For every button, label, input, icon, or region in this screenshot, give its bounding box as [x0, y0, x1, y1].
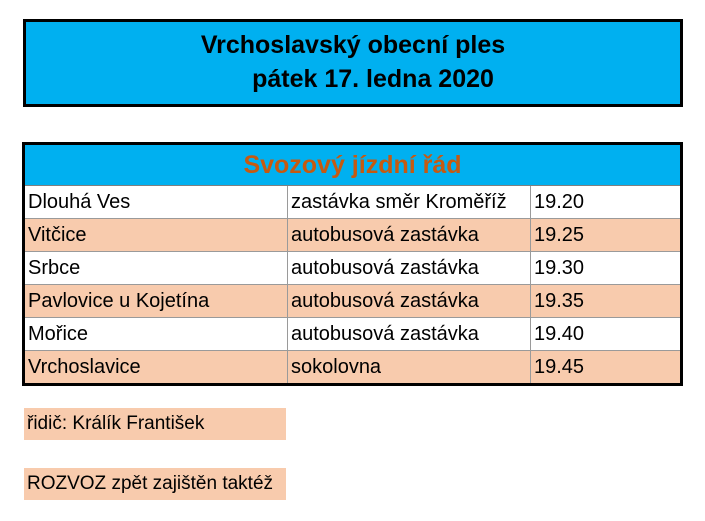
- time-cell: 19.35: [534, 290, 585, 312]
- stop-cell: autobusová zastávka: [288, 219, 531, 251]
- driver-note: řidič: Králík František: [24, 408, 286, 440]
- stop-cell: sokolovna: [288, 351, 531, 383]
- event-date: pátek 17. ledna 2020: [252, 65, 494, 93]
- stop-cell: zastávka směr Kroměříž: [288, 186, 531, 218]
- time-cell: 19.20: [534, 191, 585, 213]
- event-header: [23, 19, 683, 107]
- place-cell: Vrchoslavice: [25, 351, 288, 383]
- return-transport-note: ROZVOZ zpět zajištěn taktéž: [24, 468, 286, 500]
- stop-cell: autobusová zastávka: [288, 252, 531, 284]
- table-row: [25, 351, 680, 383]
- time-cell: 19.40: [534, 323, 585, 345]
- event-title: Vrchoslavský obecní ples: [200, 31, 506, 59]
- place-cell: Dlouhá Ves: [25, 186, 288, 218]
- table-row: [25, 252, 680, 285]
- place-cell: Srbce: [25, 252, 288, 284]
- table-row: [25, 285, 680, 318]
- place-cell: Mořice: [25, 318, 288, 350]
- schedule-table: [22, 142, 683, 386]
- stop-cell: autobusová zastávka: [288, 285, 531, 317]
- time-cell: 19.25: [534, 224, 585, 246]
- stop-cell: autobusová zastávka: [288, 318, 531, 350]
- schedule-title: Svozový jízdní řád: [25, 145, 680, 186]
- table-row: [25, 219, 680, 252]
- time-cell: 19.45: [534, 356, 585, 378]
- place-cell: Pavlovice u Kojetína: [25, 285, 288, 317]
- time-cell: 19.30: [534, 257, 585, 279]
- place-cell: Vitčice: [25, 219, 288, 251]
- table-row: [25, 186, 680, 219]
- table-row: [25, 318, 680, 351]
